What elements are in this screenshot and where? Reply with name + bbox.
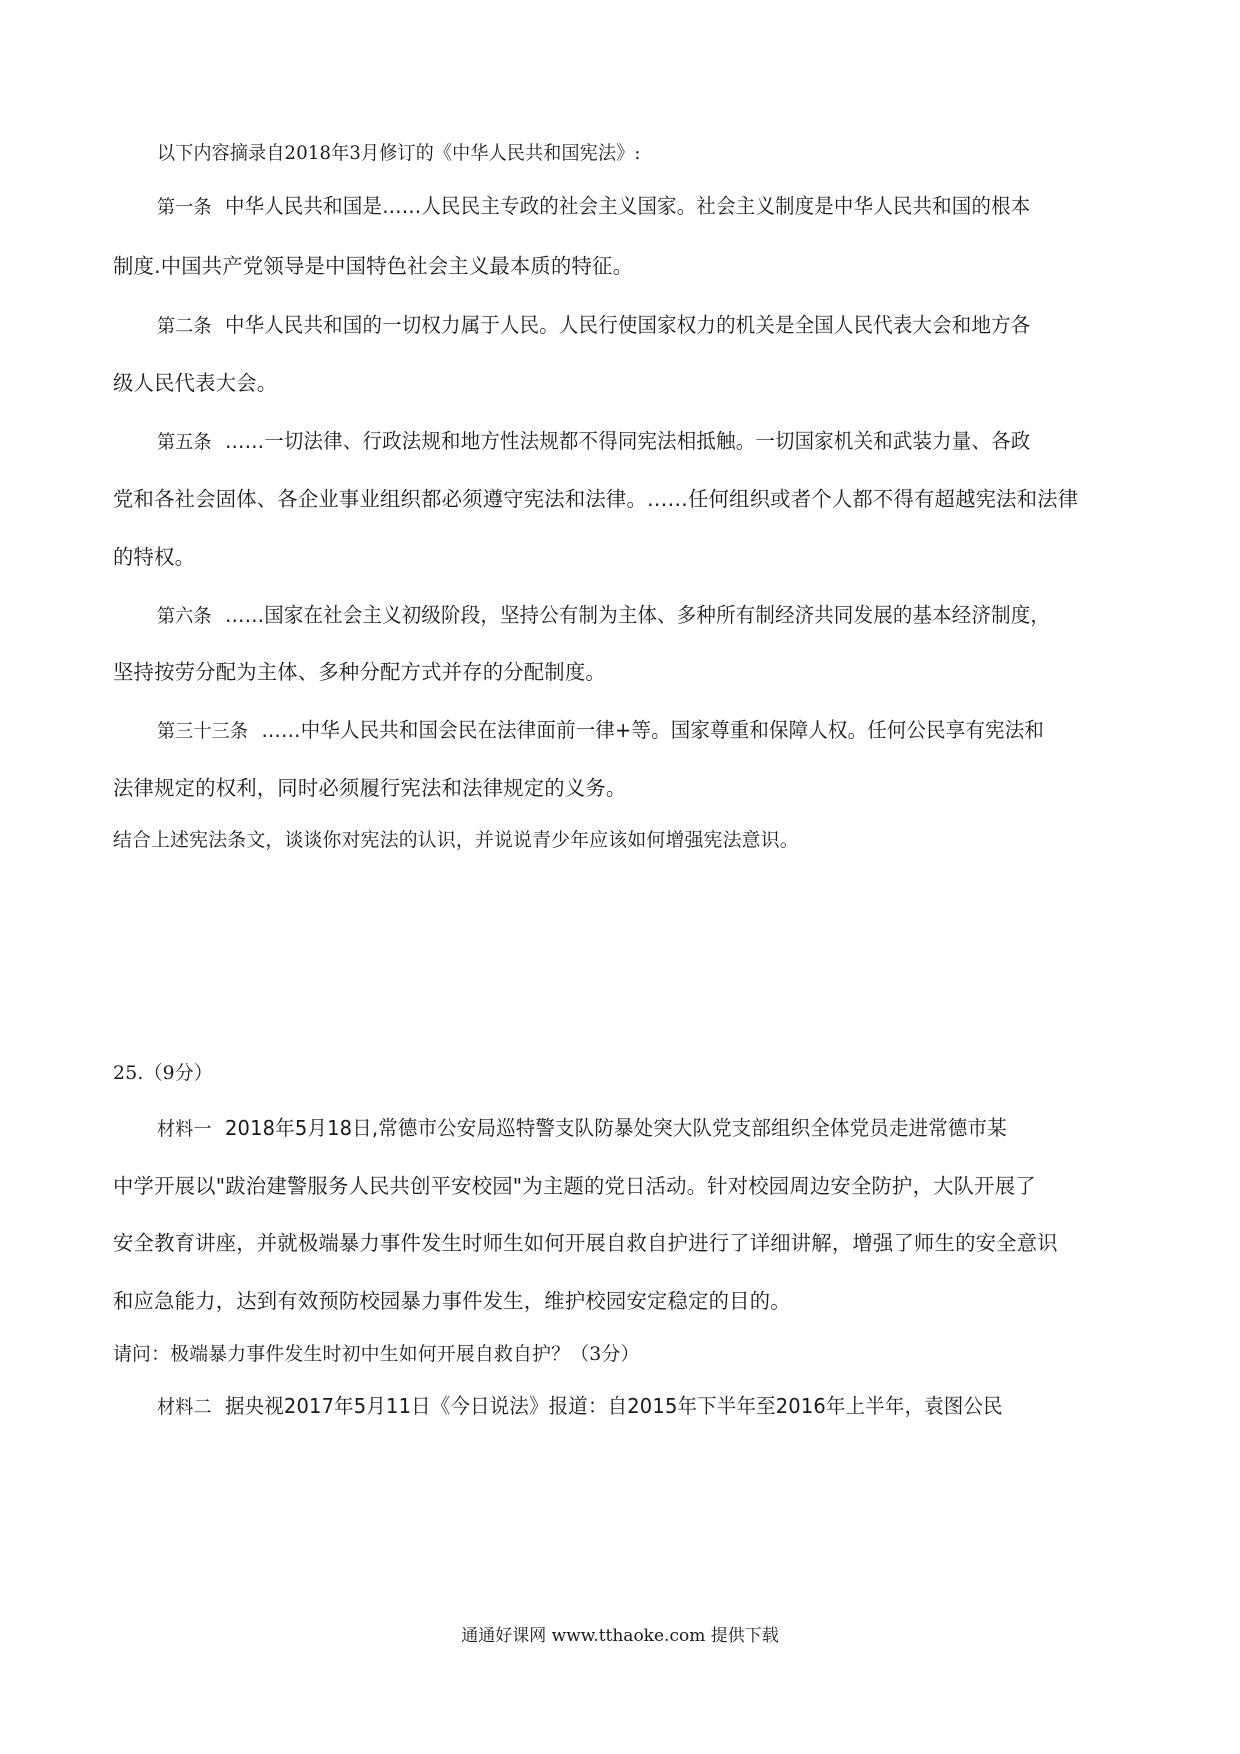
article-1-line-2: 制度.中国共产党领导是中国特色社会主义最本质的特征。 <box>113 254 634 278</box>
article-5-line-1 <box>157 427 1125 456</box>
article-6-label: 第六条 <box>157 605 212 627</box>
article-2-label: 第二条 <box>157 315 212 337</box>
article-1-line-1 <box>157 192 1125 221</box>
material-2-text-1: 据央视2017年5月11日《今日说法》报道：自2015年下半年至2016年上半年，袁图公民 <box>224 1394 1003 1418</box>
material-2-label: 材料二 <box>157 1396 212 1418</box>
article-5-line-3: 的特权。 <box>113 545 196 569</box>
article-33-line-2: 法律规定的权利，同时必须履行宪法和法律规定的义务。 <box>113 776 627 800</box>
article-33-label: 第三十三条 <box>157 720 249 742</box>
question-25-header: 25.（9分） <box>113 1062 213 1084</box>
article-1-label: 第一条 <box>157 196 212 218</box>
article-2-text-1: 中华人民共和国的一切权力属于人民。人民行使国家权力的机关是全国人民代表大会和地方各 <box>224 313 1031 337</box>
article-6-text-1: ……国家在社会主义初级阶段，坚持公有制为主体、多种所有制经济共同发展的基本经济制度， <box>224 603 1051 627</box>
article-6-line-2: 坚持按劳分配为主体、多种分配方式并存的分配制度。 <box>113 660 606 684</box>
intro-line: 以下内容摘录自2018年3月修订的《中华人民共和国宪法》: <box>157 142 641 164</box>
material-1-label: 材料一 <box>157 1118 212 1140</box>
article-33-line-1 <box>157 716 1125 745</box>
material-2-line-1 <box>157 1392 1125 1421</box>
article-5-text-1: ……一切法律、行政法规和地方性法规都不得同宪法相抵触。一切国家机关和武装力量、各政 <box>224 429 1031 453</box>
question-24-prompt: 结合上述宪法条文，谈谈你对宪法的认识，并说说青少年应该如何增强宪法意识。 <box>113 829 799 851</box>
question-25-1-prompt: 请问：极端暴力事件发生时初中生如何开展自救自护？（3分） <box>113 1343 640 1365</box>
material-1-text-1: 2018年5月18日,常德市公安局巡特警支队防暴处突大队党支部组织全体党员走进常德市某 <box>224 1116 1007 1140</box>
article-6-line-1 <box>157 601 1125 630</box>
article-2-line-2: 级人民代表大会。 <box>113 371 278 395</box>
material-1-line-1 <box>157 1114 1125 1143</box>
article-1-text-1: 中华人民共和国是……人民民主专政的社会主义国家。社会主义制度是中华人民共和国的根本 <box>224 194 1031 218</box>
material-1-line-4: 和应急能力，达到有效预防校园暴力事件发生，维护校园安定稳定的目的。 <box>113 1289 791 1313</box>
article-2-line-1 <box>157 311 1125 340</box>
page-footer: 通通好课网 www.tthaoke.com 提供下载 <box>461 1626 779 1646</box>
material-1-line-3: 安全教育讲座，并就极端暴力事件发生时师生如何开展自救自护进行了详细讲解，增强了师生的安全意识 <box>113 1231 1058 1255</box>
article-33-text-1: ……中华人民共和国会民在法律面前一律+等。国家尊重和保障人权。任何公民享有宪法和 <box>261 718 1045 742</box>
article-5-line-2: 党和各社会固体、各企业事业组织都必须遵守宪法和法律。……任何组织或者个人都不得有超越宪法和法律 <box>113 487 1079 511</box>
material-1-line-2: 中学开展以"跋治建警服务人民共创平安校园"为主题的党日活动。针对校园周边安全防护，大队开展了 <box>113 1174 1036 1198</box>
article-5-label: 第五条 <box>157 431 212 453</box>
